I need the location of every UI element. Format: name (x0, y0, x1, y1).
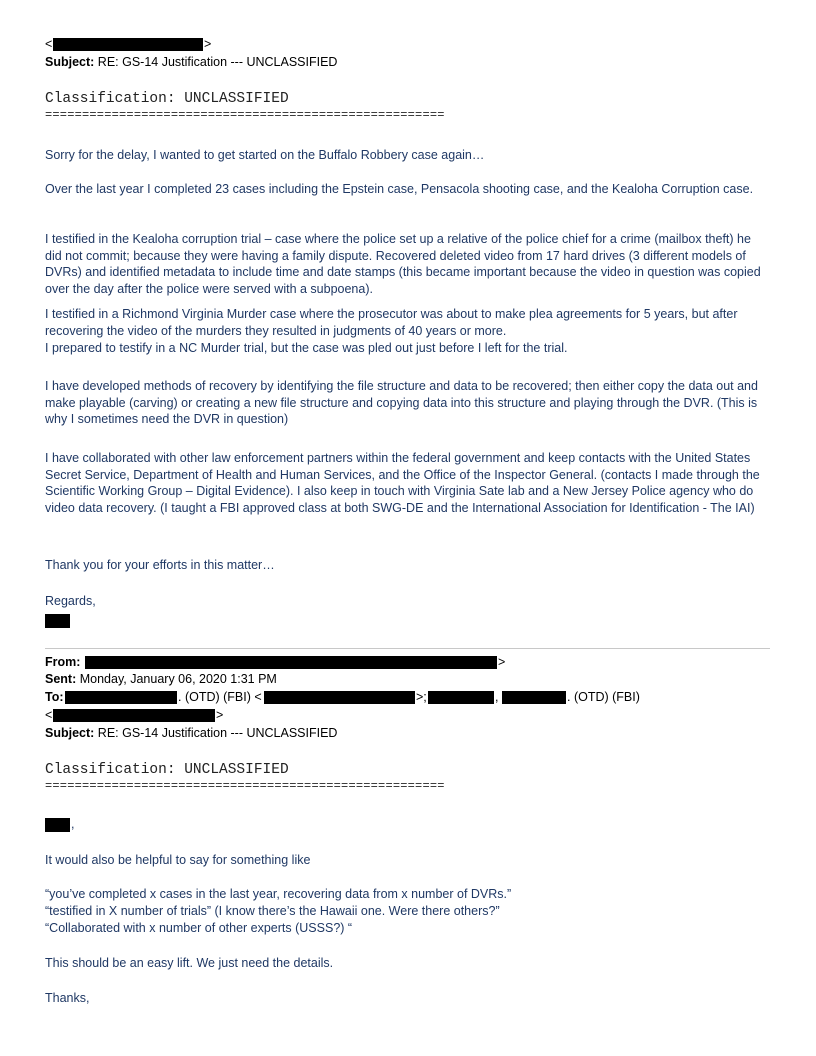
sent-value: Monday, January 06, 2020 1:31 PM (79, 672, 277, 686)
redacted-recipient-email-2 (53, 709, 215, 722)
redacted-recipient-email-1 (264, 691, 415, 704)
redacted-recipient-name-2a (428, 691, 494, 704)
subject-label: Subject: (45, 55, 95, 69)
redacted-signature (45, 614, 70, 628)
from-line (45, 655, 80, 669)
subject-value: RE: GS-14 Justification --- UNCLASSIFIED (97, 55, 338, 69)
message-1-paragraph-3b: I testified in a Richmond Virginia Murder case where the prosecutor was about to make plea agreements for 5 years, but after recovering the video of the murders they resulted in judgments of 40 years or more. (45, 307, 738, 338)
redacted-recipient-name-2b (502, 691, 566, 704)
message-2-quote-1: “you’ve completed x cases in the last year, recovering data from x number of DVRs.” (45, 887, 512, 901)
to-bracket-open: < (45, 708, 53, 722)
to-label: To: (45, 690, 64, 704)
from-label: From: (45, 655, 81, 669)
message-1-paragraph-2: Over the last year I completed 23 cases including the Epstein case, Pensacola shooting case, and the Kealoha Corruption case. (45, 182, 754, 196)
message-1-paragraph-4: I have developed methods of recovery by identifying the file structure and data to be recovered; then either copy the data out and make playable (carving) or creating a new file structure and copying data into this structure and playing through the DVR. (This is why I sometimes need the DVR in question) (45, 379, 758, 426)
classification-banner-2: Classification: UNCLASSIFIED (45, 762, 289, 778)
subject-value-2: RE: GS-14 Justification --- UNCLASSIFIED (97, 726, 338, 740)
to-line (45, 690, 64, 704)
sent-line (45, 672, 277, 686)
redacted-recipient-name-1 (65, 691, 177, 704)
subject-line-2 (45, 726, 337, 740)
redacted-email-address (53, 38, 203, 51)
redacted-sender (85, 656, 497, 669)
message-2-paragraph-1: It would also be helpful to say for something like (45, 853, 311, 867)
from-bracket-close: > (498, 655, 506, 669)
to-recipient-1-suffix: . (OTD) (FBI) < (178, 690, 262, 704)
to-recipient-2-suffix: . (OTD) (FBI) (567, 690, 640, 704)
to-recipient-1-close: >; (416, 690, 427, 704)
classification-banner-1: Classification: UNCLASSIFIED (45, 91, 289, 107)
email-bracket-open: < (45, 37, 53, 51)
subject-label-2: Subject: (45, 726, 95, 740)
greeting-comma: , (71, 817, 75, 831)
message-2-closing: Thanks, (45, 991, 90, 1005)
sent-label: Sent: (45, 672, 77, 686)
message-1-paragraph-5: I have collaborated with other law enforcement partners within the federal government and keep contacts with the United States Secret Service, Department of Health and Human Services, and the Office of the Inspector General. (contacts I made through the Scientific Working Group – Digital Evidence). I also keep in touch with Virginia Sate lab and a New Jersey Police agency who do video data recovery. (I taught a FBI approved class at both SWG-DE and the International Association for Identification - The IAI) (45, 451, 760, 515)
message-1-paragraph-3c: I prepared to testify in a NC Murder trial, but the case was pled out just before I left for the trial. (45, 341, 568, 355)
classification-rule-1: ====================================================== (45, 108, 445, 122)
to-bracket-close: > (216, 708, 224, 722)
message-2-paragraph-2: This should be an easy lift. We just need the details. (45, 956, 334, 970)
message-divider (45, 648, 770, 649)
subject-line-1 (45, 55, 337, 69)
message-1-paragraph-6: Thank you for your efforts in this matter… (45, 558, 275, 572)
message-1-paragraph-3a: I testified in the Kealoha corruption trial – case where the police set up a relative of the police chief for a crime (mailbox theft) he did not commit; because they were having a family dispute. Recovered deleted video from 17 hard drives (3 different models of DVRs) and identified metadata to include time and date stamps (this became important because the video in question was copied over the day after the police were served with a subpoena). (45, 232, 761, 296)
email-bracket-close: > (204, 37, 212, 51)
redacted-greeting-name (45, 818, 70, 832)
message-2-quote-2: “testified in X number of trials” (I know there’s the Hawaii one. Were there others?” (45, 904, 500, 918)
message-1-paragraph-1: Sorry for the delay, I wanted to get started on the Buffalo Robbery case again… (45, 148, 485, 162)
message-2-quote-3: “Collaborated with x number of other experts (USSS?) “ (45, 921, 353, 935)
to-recipient-2-comma: , (495, 690, 499, 704)
message-1-closing: Regards, (45, 594, 96, 608)
classification-rule-2: ====================================================== (45, 779, 445, 793)
